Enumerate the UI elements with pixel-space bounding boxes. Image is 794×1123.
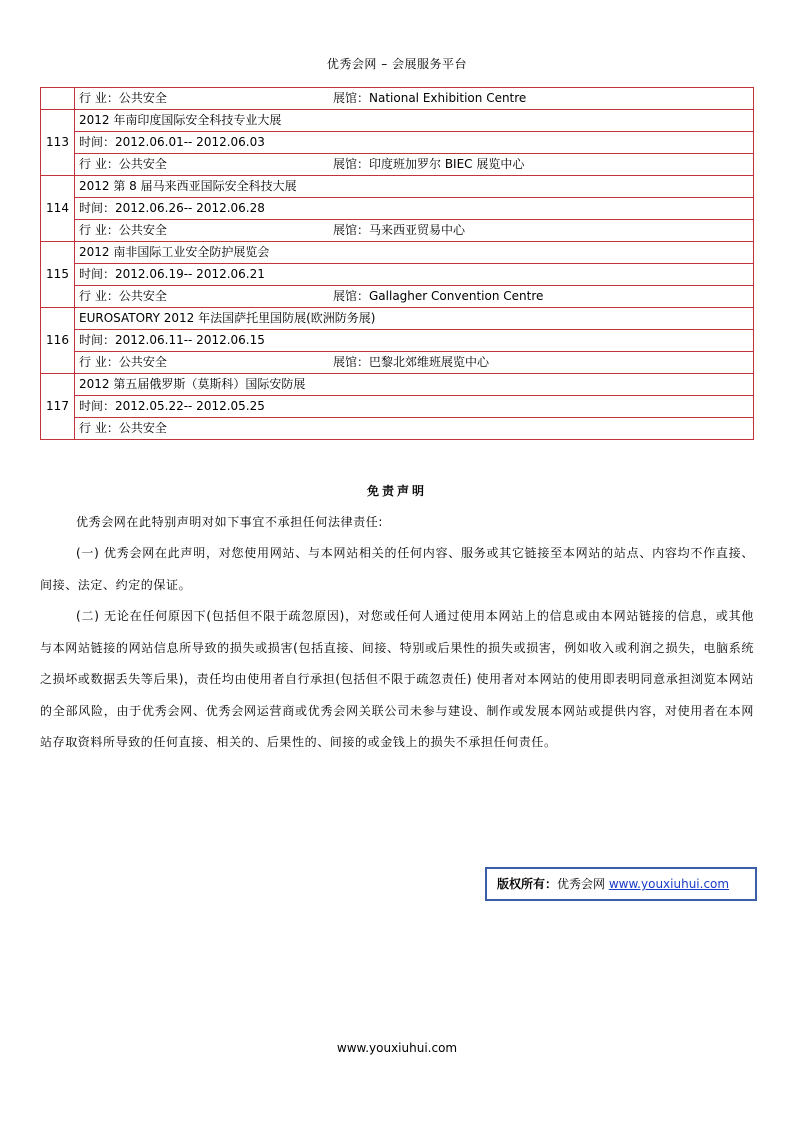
exhibition-name: 2012 第五届俄罗斯（莫斯科）国际安防展 xyxy=(75,374,754,396)
table-row xyxy=(41,242,754,264)
table-row xyxy=(41,154,754,176)
disclaimer-clause-2: (二) 无论在任何原因下(包括但不限于疏忽原因)，对您或任何人通过使用本网站上的信息或由本网站链接的信息，或其他与本网站链接的网站信息所导致的损失或损害(包括直接、间接、特别或后果性的损失或损害，例如收入或利润之损失，电脑系统之损坏或数据丢失等后果)，责任均由使用者自行承担(包括但不限于疏忽责任) 使用者对本网站的使用即表明同意承担浏览本网站的全部风险，由于优秀会网、优秀会网运营商或优秀会网关联公司未参与建设、制作或发展本网站或提供内容，对使用者在本网站存取资料所导致的任何直接、相关的、后果性的、间接的或金钱上的损失不承担任何责任。 xyxy=(40,609,754,749)
disclaimer-intro: 优秀会网在此特别声明对如下事宜不承担任何法律责任: xyxy=(76,515,384,529)
exhibition-name: EUROSATORY 2012 年法国萨托里国防展(欧洲防务展) xyxy=(75,308,754,330)
exhibition-time: 时间：2012.06.11-- 2012.06.15 xyxy=(75,330,754,352)
industry-venue-cell xyxy=(75,352,754,374)
exhibition-name: 2012 南非国际工业安全防护展览会 xyxy=(75,242,754,264)
disclaimer-title: 免责声明 xyxy=(366,484,427,498)
entry-number: 117 xyxy=(41,374,75,440)
exhibition-name: 2012 第 8 届马来西亚国际安全科技大展 xyxy=(75,176,754,198)
exhibition-table xyxy=(40,87,754,440)
entry-number: 114 xyxy=(41,176,75,242)
exhibition-name: 2012 年南印度国际安全科技专业大展 xyxy=(75,110,754,132)
table-row xyxy=(41,132,754,154)
venue-text: 展馆：马来西亚贸易中心 xyxy=(333,223,466,237)
exhibition-time: 时间：2012.06.01-- 2012.06.03 xyxy=(75,132,754,154)
industry-venue-cell xyxy=(75,88,754,110)
table-row xyxy=(41,286,754,308)
entry-number: 116 xyxy=(41,308,75,374)
industry-text: 行 业：公共安全 xyxy=(79,223,167,237)
industry-text: 行 业：公共安全 xyxy=(79,355,167,369)
table-row xyxy=(41,396,754,418)
table-row xyxy=(41,110,754,132)
venue-text: 展馆：印度班加罗尔 BIEC 展览中心 xyxy=(333,157,525,171)
industry-venue-cell xyxy=(75,220,754,242)
industry-venue-cell xyxy=(75,286,754,308)
table-row xyxy=(41,308,754,330)
industry-venue-cell xyxy=(75,418,754,440)
copyright-label: 版权所有： xyxy=(497,877,558,891)
copyright-owner: 优秀会网 xyxy=(557,877,609,891)
exhibition-time: 时间：2012.05.22-- 2012.05.25 xyxy=(75,396,754,418)
venue-text: 展馆：巴黎北郊维班展览中心 xyxy=(333,355,490,369)
exhibition-time: 时间：2012.06.19-- 2012.06.21 xyxy=(75,264,754,286)
industry-text: 行 业：公共安全 xyxy=(79,157,167,171)
industry-text: 行 业：公共安全 xyxy=(79,91,167,105)
industry-text: 行 业：公共安全 xyxy=(79,289,167,303)
copyright-box xyxy=(485,867,757,901)
website-link[interactable]: www.youxiuhui.com xyxy=(608,877,730,891)
table-row xyxy=(41,176,754,198)
entry-number: 113 xyxy=(41,110,75,176)
table-row xyxy=(41,374,754,396)
page-footer: www.youxiuhui.com xyxy=(336,1041,458,1055)
venue-text: 展馆：Gallagher Convention Centre xyxy=(333,289,544,303)
page-header: 优秀会网 – 会展服务平台 xyxy=(326,57,468,71)
venue-text: 展馆：National Exhibition Centre xyxy=(333,91,527,105)
table-row xyxy=(41,418,754,440)
table-row xyxy=(41,264,754,286)
exhibition-time: 时间：2012.06.26-- 2012.06.28 xyxy=(75,198,754,220)
industry-venue-cell xyxy=(75,154,754,176)
row-number-cell xyxy=(41,88,75,110)
industry-text: 行 业：公共安全 xyxy=(79,421,167,435)
entry-number: 115 xyxy=(41,242,75,308)
table-row xyxy=(41,352,754,374)
table-row xyxy=(41,198,754,220)
venue-text xyxy=(333,418,753,439)
table-row xyxy=(41,220,754,242)
table-row xyxy=(41,88,754,110)
table-row xyxy=(41,330,754,352)
disclaimer-clause-1: (一) 优秀会网在此声明，对您使用网站、与本网站相关的任何内容、服务或其它链接至本网站的站点、内容均不作直接、间接、法定、约定的保证。 xyxy=(40,546,754,592)
